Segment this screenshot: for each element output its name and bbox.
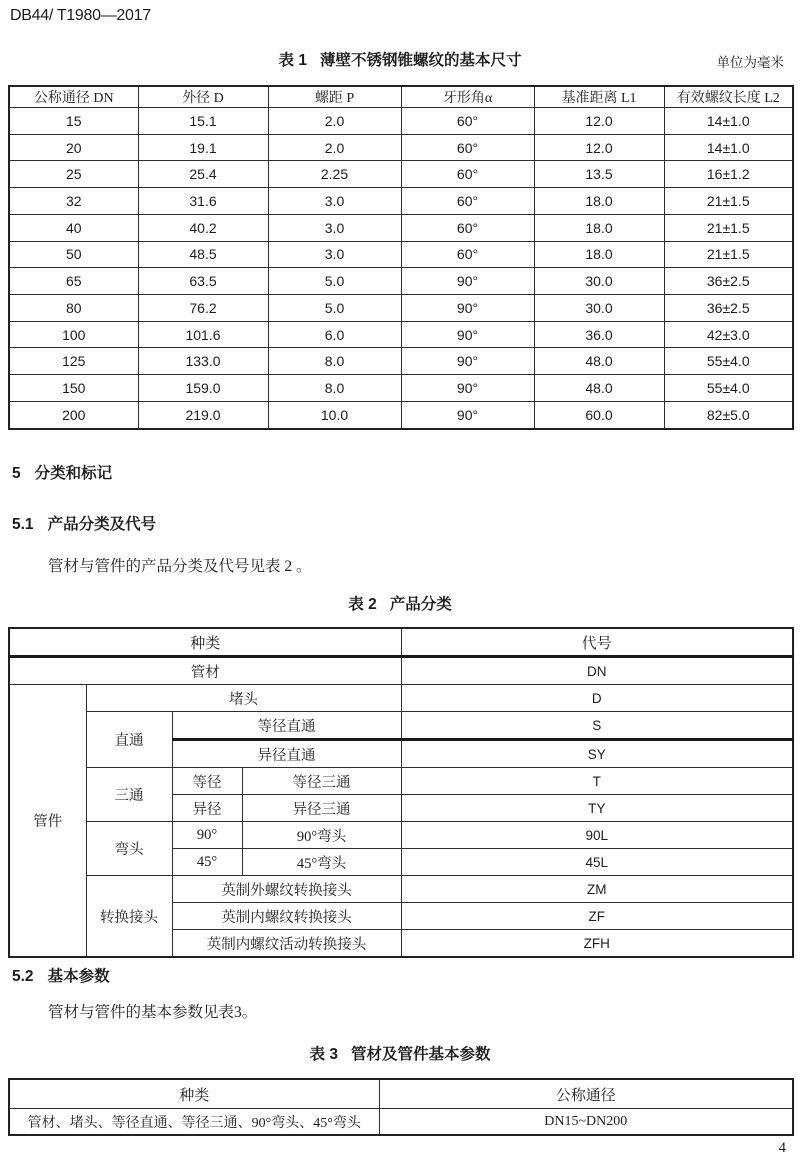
table1-cell: 5.0 [268,268,401,295]
table2-code-cell: ZF [401,903,793,930]
table3-cell: DN15~DN200 [379,1109,793,1136]
table2-code-header-cell: 代号 [401,628,793,657]
table1-cell: 3.0 [268,188,401,215]
table1-row [9,348,793,375]
table2-group-cell: 三通 [86,768,172,822]
table1-cell: 15.1 [138,108,268,135]
table1-cell: 12.0 [534,134,664,161]
table1-cell: 42±3.0 [664,321,793,348]
table2-code-cell: D [401,685,793,712]
table2-code-cell: DN [401,657,793,685]
table1-header-row [9,86,793,108]
table3 [8,1078,794,1136]
table1-cell: 150 [9,375,138,402]
table1-row [9,375,793,402]
table1-cell: 133.0 [138,348,268,375]
table1-cell: 48.0 [534,375,664,402]
table1-cell: 12.0 [534,108,664,135]
table1-cell: 60° [401,214,534,241]
table1-caption-label: 表 1 [278,52,307,69]
table2-cell: 管材 [9,657,401,685]
table2-subgroup-cell: 等径 [172,768,242,795]
table2-group-cell: 转换接头 [86,876,172,958]
table1-cell: 82±5.0 [664,401,793,429]
table2-code-cell: 45L [401,849,793,876]
section-5-heading [12,461,112,483]
table2-row [9,822,793,849]
table3-header-cell: 种类 [9,1079,379,1109]
section-title: 分类和标记 [34,465,113,482]
table1-cell: 55±4.0 [664,348,793,375]
table2-row-pipe [9,657,793,685]
table1-cell: 125 [9,348,138,375]
table3-cell: 管材、堵头、等径直通、等径三通、90°弯头、45°弯头 [9,1109,379,1136]
table3-row [9,1109,793,1136]
table1-cell: 60° [401,134,534,161]
table1-header [9,86,793,108]
table2-caption-title: 产品分类 [389,596,452,613]
table1-cell: 3.0 [268,241,401,268]
table2-cell: 45°弯头 [242,849,401,876]
table1-cell: 31.6 [138,188,268,215]
table1-cell: 25.4 [138,161,268,188]
table2-group-cell: 直通 [86,712,172,768]
table1-cell: 8.0 [268,348,401,375]
table3-caption [0,1042,800,1064]
table1-cell: 60° [401,161,534,188]
table1-cell: 3.0 [268,214,401,241]
table1-row [9,295,793,322]
table2-caption [0,592,800,614]
table1-cell: 48.5 [138,241,268,268]
page-number: 4 [778,1140,786,1156]
table2 [8,627,794,958]
table1-caption [0,48,800,70]
table1-cell: 21±1.5 [664,214,793,241]
table1-cell: 36±2.5 [664,268,793,295]
table1-cell: 76.2 [138,295,268,322]
table2-fitting-group-cell: 管件 [9,685,86,958]
table2-row [9,685,793,712]
section-5-1-paragraph: 管材与管件的产品分类及代号见表 2 。 [48,558,312,575]
table1-cell: 32 [9,188,138,215]
table1-cell: 63.5 [138,268,268,295]
table2-cell: 90°弯头 [242,822,401,849]
table1-cell: 2.25 [268,161,401,188]
table1-body [9,108,793,430]
section-number: 5.2 [12,968,34,985]
table3-caption-title: 管材及管件基本参数 [350,1046,491,1063]
table1-cell: 18.0 [534,241,664,268]
table1-cell: 200 [9,401,138,429]
table1-cell: 40 [9,214,138,241]
table1-row [9,241,793,268]
table1-header-cell: 有效螺纹长度 L2 [664,86,793,108]
table1-cell: 14±1.0 [664,108,793,135]
table2-body [9,628,793,957]
table1-cell: 8.0 [268,375,401,402]
table1-cell: 55±4.0 [664,375,793,402]
table2-header-row [9,628,793,657]
table1-cell: 159.0 [138,375,268,402]
table1-cell: 10.0 [268,401,401,429]
table1-cell: 2.0 [268,134,401,161]
table2-code-cell: SY [401,740,793,768]
table1-cell: 18.0 [534,188,664,215]
section-number: 5 [12,465,21,482]
table1-cell: 2.0 [268,108,401,135]
unit-note: 单位为毫米 [716,55,784,70]
table1-cell: 21±1.5 [664,188,793,215]
table1-cell: 21±1.5 [664,241,793,268]
table1-row [9,214,793,241]
table1-cell: 50 [9,241,138,268]
table1-row [9,321,793,348]
table1-header-cell: 公称通径 DN [9,86,138,108]
table2-cell: 英制外螺纹转换接头 [172,876,401,903]
section-title: 基本参数 [47,968,110,985]
table1-header-cell: 螺距 P [268,86,401,108]
table2-cell: 异径三通 [242,795,401,822]
table1-cell: 80 [9,295,138,322]
table1-cell: 19.1 [138,134,268,161]
table1-cell: 5.0 [268,295,401,322]
table1 [8,85,794,430]
table1-cell: 25 [9,161,138,188]
table2-cell: 英制内螺纹活动转换接头 [172,930,401,958]
table1-row [9,188,793,215]
table1-cell: 20 [9,134,138,161]
table1-cell: 6.0 [268,321,401,348]
table1-cell: 48.0 [534,348,664,375]
table1-cell: 219.0 [138,401,268,429]
table1-cell: 90° [401,348,534,375]
table1-header-cell: 外径 D [138,86,268,108]
table2-code-cell: TY [401,795,793,822]
table1-cell: 30.0 [534,295,664,322]
section-5-1-heading [12,512,156,534]
table2-cell: 等径直通 [172,712,401,740]
table2-subgroup-cell: 45° [172,849,242,876]
standard-number: DB44/ T1980—2017 [10,7,151,24]
table1-cell: 101.6 [138,321,268,348]
table1-caption-title: 薄壁不锈钢锥螺纹的基本尺寸 [319,52,522,69]
table1-cell: 90° [401,295,534,322]
table1-cell: 36.0 [534,321,664,348]
table2-row [9,876,793,903]
table2-code-cell: T [401,768,793,795]
table1-cell: 36±2.5 [664,295,793,322]
table1-cell: 90° [401,401,534,429]
table1-cell: 90° [401,321,534,348]
table3-header-row [9,1079,793,1109]
table2-cell: 堵头 [86,685,401,712]
section-number: 5.1 [12,516,34,533]
table2-code-cell: S [401,712,793,740]
table2-group-cell: 弯头 [86,822,172,876]
table2-kind-header-cell: 种类 [9,628,401,657]
table1-cell: 65 [9,268,138,295]
table2-code-cell: ZFH [401,930,793,958]
table1-row [9,268,793,295]
table2-row [9,768,793,795]
table1-cell: 30.0 [534,268,664,295]
section-5-2-paragraph: 管材与管件的基本参数见表3。 [48,1004,258,1021]
table2-code-cell: 90L [401,822,793,849]
table1-row [9,161,793,188]
table1-row [9,401,793,429]
table1-cell: 60.0 [534,401,664,429]
section-title: 产品分类及代号 [47,516,157,533]
section-5-2-heading [12,964,110,986]
table1-cell: 15 [9,108,138,135]
table1-cell: 40.2 [138,214,268,241]
table1-row [9,134,793,161]
table1-cell: 16±1.2 [664,161,793,188]
table2-cell: 等径三通 [242,768,401,795]
table1-cell: 13.5 [534,161,664,188]
table2-caption-label: 表 2 [348,596,377,613]
table3-header-cell: 公称通径 [379,1079,793,1109]
table1-header-cell: 牙形角α [401,86,534,108]
table2-subgroup-cell: 90° [172,822,242,849]
table1-cell: 100 [9,321,138,348]
table3-caption-label: 表 3 [309,1046,338,1063]
table1-row [9,108,793,135]
table1-cell: 60° [401,188,534,215]
table1-cell: 60° [401,108,534,135]
table2-row [9,712,793,740]
table3-body [9,1079,793,1135]
table1-cell: 14±1.0 [664,134,793,161]
table2-cell: 英制内螺纹转换接头 [172,903,401,930]
table2-cell: 异径直通 [172,740,401,768]
table1-cell: 90° [401,375,534,402]
table1-cell: 60° [401,241,534,268]
table1-cell: 18.0 [534,214,664,241]
table1-cell: 90° [401,268,534,295]
table2-subgroup-cell: 异径 [172,795,242,822]
table2-code-cell: ZM [401,876,793,903]
table1-header-cell: 基准距离 L1 [534,86,664,108]
